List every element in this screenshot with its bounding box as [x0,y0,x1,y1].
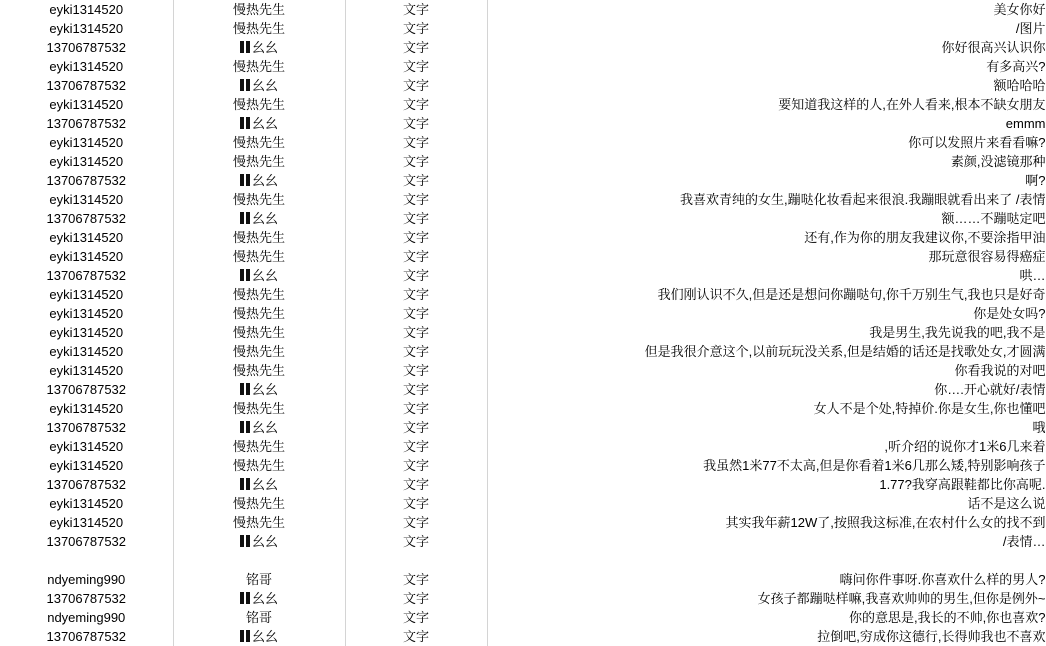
cell-account-id: eyki1314520 [0,19,173,38]
cell-message-content: 我喜欢青纯的女生,蹦哒化妆看起来很浪.我蹦眼就看出来了 /表情 [487,190,1046,209]
cell-nickname [173,38,345,57]
table-row [0,38,1046,57]
nickname-text: 慢热先生 [232,439,285,454]
nickname-emblem-icon [240,79,251,91]
nickname-text: 幺幺 [251,211,278,226]
cell-nickname [173,285,345,304]
nickname-emblem-icon [240,174,251,186]
table-row [0,171,1046,190]
cell-account-id: 13706787532 [0,627,173,646]
table-row [0,57,1046,76]
cell-message-content: 我们刚认识不久,但是还是想问你蹦哒句,你千万别生气,我也只是好奇 [487,285,1046,304]
cell-account-id: ndyeming990 [0,608,173,627]
cell-message-content: /图片 [487,19,1046,38]
table-row [0,285,1046,304]
cell-nickname [173,190,345,209]
cell-nickname [173,95,345,114]
cell-message-content: 女人不是个处,特掉价.你是女生,你也懂吧 [487,399,1046,418]
cell-message-type: 文字 [345,380,487,399]
table-row [0,608,1046,627]
cell-message-type: 文字 [345,342,487,361]
cell-message-content: 我是男生,我先说我的吧,我不是 [487,323,1046,342]
cell-account-id: 13706787532 [0,266,173,285]
nickname-emblem-icon [240,478,251,490]
table-row [0,418,1046,437]
cell-message-content: 你可以发照片来看看嘛? [487,133,1046,152]
cell-message-type: 文字 [345,323,487,342]
cell-message-content: 嗨问你件事呀.你喜欢什么样的男人? [487,570,1046,589]
cell-nickname [173,570,345,589]
cell-message-content: 其实我年薪12W了,按照我这标准,在农村什么女的找不到 [487,513,1046,532]
cell-message-content: 1.77?我穿高跟鞋都比你高呢. [487,475,1046,494]
cell-nickname [173,114,345,133]
cell-nickname [173,380,345,399]
cell-account-id: 13706787532 [0,114,173,133]
nickname-text: 幺幺 [251,534,278,549]
cell-message-type: 文字 [345,285,487,304]
cell-message-type: 文字 [345,19,487,38]
cell-message-type: 文字 [345,399,487,418]
nickname-text: 慢热先生 [232,154,285,169]
cell-account-id: eyki1314520 [0,190,173,209]
nickname-text: 慢热先生 [232,230,285,245]
cell-account-id: eyki1314520 [0,494,173,513]
cell-message-type: 文字 [345,209,487,228]
cell-account-id: eyki1314520 [0,0,173,19]
cell-message-content: 拉倒吧,穷成你这德行,长得帅我也不喜欢 [487,627,1046,646]
nickname-text: 幺幺 [251,382,278,397]
cell-message-content: 美女你好 [487,0,1046,19]
cell-nickname [173,399,345,418]
cell-message-type: 文字 [345,361,487,380]
cell-account-id: eyki1314520 [0,342,173,361]
cell-message-type: 文字 [345,247,487,266]
cell-message-type: 文字 [345,152,487,171]
cell-message-type: 文字 [345,608,487,627]
cell-account-id: eyki1314520 [0,228,173,247]
cell-message-type: 文字 [345,57,487,76]
cell-message-content: 哦 [487,418,1046,437]
table-row [0,399,1046,418]
nickname-text: 幺幺 [251,420,278,435]
cell-nickname [173,323,345,342]
table-row [0,190,1046,209]
cell-message-type: 文字 [345,475,487,494]
cell-account-id: ndyeming990 [0,570,173,589]
nickname-emblem-icon [240,383,251,395]
cell-message-type: 文字 [345,190,487,209]
nickname-text: 幺幺 [251,629,278,644]
cell-message-type: 文字 [345,76,487,95]
cell-message-content: 啊? [487,171,1046,190]
nickname-text: 铭哥 [245,572,272,587]
cell-message-type: 文字 [345,114,487,133]
cell-nickname [173,532,345,551]
cell-nickname [173,304,345,323]
table-row-blank [0,551,1046,570]
table-row [0,570,1046,589]
cell-message-content: 额哈哈哈 [487,76,1046,95]
cell-account-id: eyki1314520 [0,247,173,266]
cell-account-id: 13706787532 [0,380,173,399]
cell-nickname [173,437,345,456]
table-row [0,304,1046,323]
cell-nickname [173,0,345,19]
cell-message-content: 女孩子都蹦哒样嘛,我喜欢帅帅的男生,但你是例外~ [487,589,1046,608]
nickname-text: 幺幺 [251,591,278,606]
cell-message-type: 文字 [345,95,487,114]
table-row [0,209,1046,228]
cell-nickname [173,152,345,171]
cell-nickname [173,513,345,532]
cell-nickname [173,209,345,228]
cell-message-content: 你….开心就好/表情 [487,380,1046,399]
table-row [0,114,1046,133]
nickname-text: 慢热先生 [232,401,285,416]
table-row [0,532,1046,551]
table-row [0,342,1046,361]
table-row [0,95,1046,114]
nickname-text: 幺幺 [251,116,278,131]
table-row [0,361,1046,380]
cell-account-id [0,551,173,570]
cell-account-id: eyki1314520 [0,57,173,76]
nickname-emblem-icon [240,421,251,433]
nickname-text: 幺幺 [251,173,278,188]
cell-message-type: 文字 [345,627,487,646]
nickname-text: 慢热先生 [232,2,285,17]
nickname-text: 慢热先生 [232,306,285,321]
cell-message-type: 文字 [345,494,487,513]
nickname-text: 幺幺 [251,268,278,283]
cell-account-id: 13706787532 [0,475,173,494]
cell-message-content: emmm [487,114,1046,133]
cell-nickname [173,57,345,76]
nickname-emblem-icon [240,630,251,642]
cell-message-type: 文字 [345,266,487,285]
cell-message-type: 文字 [345,304,487,323]
cell-account-id: eyki1314520 [0,456,173,475]
cell-account-id: eyki1314520 [0,152,173,171]
cell-message-content [487,551,1046,570]
table-row [0,494,1046,513]
cell-message-content: /表情… [487,532,1046,551]
table-row [0,266,1046,285]
table-row [0,152,1046,171]
cell-nickname [173,76,345,95]
cell-account-id: 13706787532 [0,38,173,57]
cell-nickname [173,133,345,152]
cell-nickname [173,551,345,570]
nickname-text: 慢热先生 [232,363,285,378]
cell-nickname [173,608,345,627]
cell-nickname [173,475,345,494]
cell-message-type: 文字 [345,228,487,247]
cell-message-type: 文字 [345,513,487,532]
cell-message-content: 你好很高兴认识你 [487,38,1046,57]
cell-account-id: 13706787532 [0,589,173,608]
cell-message-content: 话不是这么说 [487,494,1046,513]
cell-account-id: eyki1314520 [0,361,173,380]
nickname-text: 慢热先生 [232,192,285,207]
nickname-text: 慢热先生 [232,344,285,359]
nickname-text: 慢热先生 [232,135,285,150]
cell-account-id: eyki1314520 [0,285,173,304]
table-row [0,76,1046,95]
cell-message-type: 文字 [345,570,487,589]
nickname-text: 慢热先生 [232,21,285,36]
table-row [0,19,1046,38]
nickname-text: 铭哥 [245,610,272,625]
cell-message-type: 文字 [345,0,487,19]
table-row [0,437,1046,456]
table-row [0,513,1046,532]
cell-message-content: ,听介绍的说你才1米6几来着 [487,437,1046,456]
nickname-text: 慢热先生 [232,515,285,530]
nickname-text: 慢热先生 [232,97,285,112]
nickname-emblem-icon [240,535,251,547]
cell-message-content: 我虽然1米77不太高,但是你看着1米6几那么矮,特别影响孩子 [487,456,1046,475]
cell-message-type: 文字 [345,171,487,190]
cell-message-content: 还有,作为你的朋友我建议你,不要涂指甲油 [487,228,1046,247]
cell-account-id: eyki1314520 [0,437,173,456]
cell-account-id: 13706787532 [0,209,173,228]
nickname-text: 慢热先生 [232,458,285,473]
cell-account-id: eyki1314520 [0,513,173,532]
cell-message-type: 文字 [345,532,487,551]
cell-account-id: 13706787532 [0,418,173,437]
table-row [0,456,1046,475]
table-row [0,589,1046,608]
cell-message-content: 要知道我这样的人,在外人看来,根本不缺女朋友 [487,95,1046,114]
table-row [0,228,1046,247]
cell-nickname [173,456,345,475]
cell-message-type [345,551,487,570]
table-row [0,323,1046,342]
cell-account-id: 13706787532 [0,171,173,190]
nickname-emblem-icon [240,117,251,129]
cell-account-id: 13706787532 [0,76,173,95]
cell-message-content: 你是处女吗? [487,304,1046,323]
cell-nickname [173,589,345,608]
nickname-emblem-icon [240,592,251,604]
table-row [0,0,1046,19]
table-row [0,133,1046,152]
table-row [0,380,1046,399]
cell-message-type: 文字 [345,38,487,57]
table-row [0,247,1046,266]
cell-message-content: 但是我很介意这个,以前玩玩没关系,但是结婚的话还是找歌处女,才圆满 [487,342,1046,361]
cell-message-content: 素颜,没滤镜那种 [487,152,1046,171]
cell-account-id: eyki1314520 [0,95,173,114]
cell-nickname [173,228,345,247]
nickname-emblem-icon [240,41,251,53]
cell-message-content: 哄… [487,266,1046,285]
cell-nickname [173,266,345,285]
cell-message-content: 有多高兴? [487,57,1046,76]
table-row [0,475,1046,494]
cell-message-type: 文字 [345,589,487,608]
cell-message-type: 文字 [345,437,487,456]
cell-account-id: eyki1314520 [0,304,173,323]
nickname-text: 慢热先生 [232,325,285,340]
cell-nickname [173,171,345,190]
nickname-emblem-icon [240,212,251,224]
cell-nickname [173,342,345,361]
cell-message-content: 你看我说的对吧 [487,361,1046,380]
cell-nickname [173,361,345,380]
nickname-text: 幺幺 [251,78,278,93]
cell-nickname [173,247,345,266]
nickname-text: 慢热先生 [232,59,285,74]
cell-account-id: eyki1314520 [0,399,173,418]
cell-account-id: 13706787532 [0,532,173,551]
cell-message-type: 文字 [345,456,487,475]
cell-nickname [173,19,345,38]
cell-nickname [173,627,345,646]
nickname-text: 幺幺 [251,477,278,492]
table-row [0,627,1046,646]
cell-nickname [173,418,345,437]
cell-message-content: 额……不蹦哒定吧 [487,209,1046,228]
nickname-text: 慢热先生 [232,496,285,511]
nickname-emblem-icon [240,269,251,281]
cell-message-type: 文字 [345,133,487,152]
nickname-text: 慢热先生 [232,249,285,264]
cell-nickname [173,494,345,513]
cell-message-content: 那玩意很容易得癌症 [487,247,1046,266]
cell-message-type: 文字 [345,418,487,437]
nickname-text: 幺幺 [251,40,278,55]
cell-account-id: eyki1314520 [0,323,173,342]
cell-message-content: 你的意思是,我长的不帅,你也喜欢? [487,608,1046,627]
cell-account-id: eyki1314520 [0,133,173,152]
nickname-text: 慢热先生 [232,287,285,302]
